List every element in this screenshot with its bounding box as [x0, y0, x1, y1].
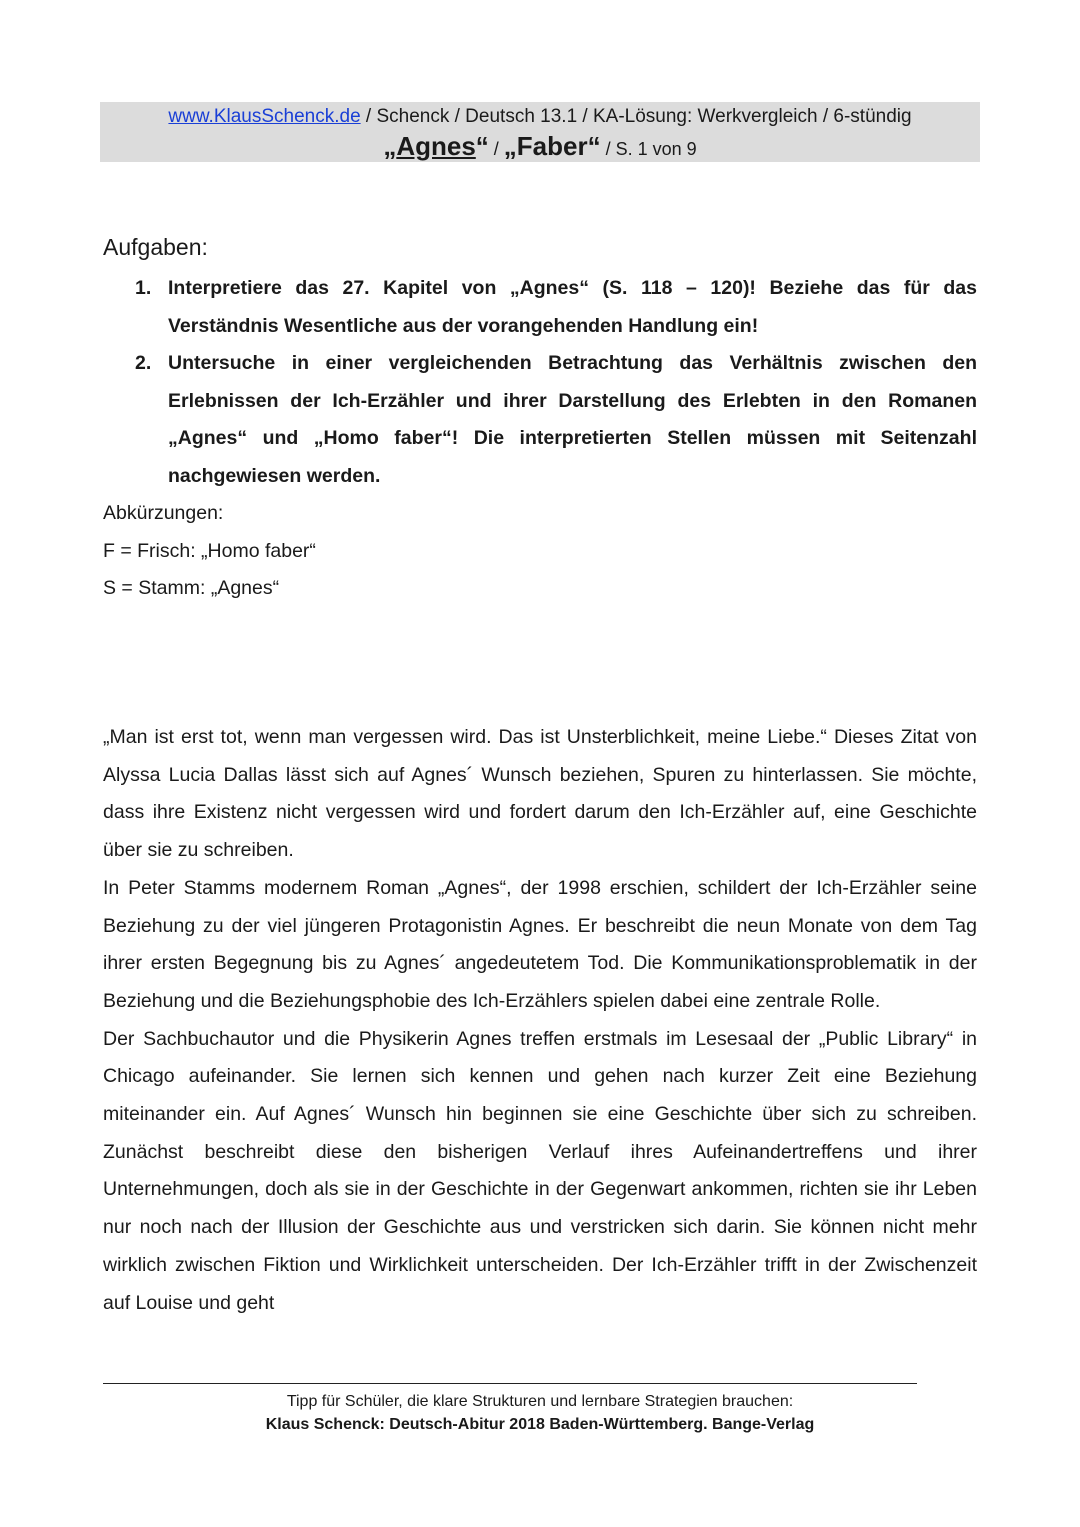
footer-tip: Tipp für Schüler, die klare Strukturen und lernbare Strategien brauchen: [286, 1393, 794, 1410]
footer-divider [103, 1383, 917, 1384]
essay-body [103, 719, 977, 1322]
task-list [103, 270, 977, 495]
title-faber: „Faber“ [503, 131, 601, 161]
title-agnes: Agnes [396, 131, 476, 161]
task-text: Interpretiere das 27. Kapitel von „Agnes“ (S. 118 – 120)! Beziehe das für das Verständnis Wesentliche aus der vorangehenden Handlung ein! [168, 277, 977, 337]
task-item-2 [103, 345, 977, 495]
header-meta-text: / Schenck / Deutsch 13.1 / KA-Lösung: Werkvergleich / 6-stündig [360, 106, 912, 127]
title-quote-close: “ [475, 131, 489, 161]
header-title-line [100, 130, 980, 165]
task-number: 1. [135, 277, 152, 299]
task-text: Untersuche in einer vergleichenden Betrachtung das Verhältnis zwischen den Erlebnissen der Ich-Erzähler und ihrer Darstellung des Erlebten in den Romanen „Agnes“ und „Homo faber“! Die interpretierten Stellen müssen mit Seitenzahl nachgewiesen werden. [168, 352, 977, 487]
title-separator: / [488, 139, 504, 159]
aufgaben-heading: Aufgaben: [103, 234, 208, 260]
page-info: / S. 1 von 9 [600, 139, 697, 159]
essay-paragraph: „Man ist erst tot, wenn man vergessen wird. Das ist Unsterblichkeit, meine Liebe.“ Dieses Zitat von Alyssa Lucia Dallas lässt sich auf Agnes´ Wunsch beziehen, Spuren zu hinterlassen. Sie möchte, dass ihre Existenz nicht vergessen wird und fordert darum den Ich-Erzähler auf, eine Geschichte über sie zu schreiben. [103, 726, 977, 862]
essay-paragraph: In Peter Stamms modernem Roman „Agnes“, der 1998 erschien, schildert der Ich-Erzähler seine Beziehung zu der viel jüngeren Protagonistin Agnes. Er beschreibt die neun Monate von dem Tag ihrer ersten Begegnung bis zu Agnes´ angedeutetem Tod. Die Kommunikationsproblematik in der Beziehung und die Beziehungsphobie des Ich-Erzählers spielen dabei eine zentrale Rolle. [103, 876, 977, 1012]
title-quote-open: „ [383, 131, 397, 161]
header-meta-line [100, 104, 980, 130]
abbreviations-block [103, 495, 316, 608]
essay-paragraph: Der Sachbuchautor und die Physikerin Agnes treffen erstmals im Lesesaal der „Public Library“ in Chicago aufeinander. Sie lernen sich kennen und gehen nach kurzer Zeit eine Beziehung miteinander ein. Auf Agnes´ Wunsch hin beginnen sie eine Geschichte über sich zu schreiben. Zunächst beschreibt diese den bisherigen Verlauf ihres Aufeinandertreffens und ihrer Unternehmungen, doch als sie in der Geschichte in der Gegenwart ankommen, richten sie ihr Leben nur noch nach der Illusion der Geschichte aus und verstricken sich darin. Sie können nicht mehr wirklich zwischen Fiktion und Wirklichkeit unterscheiden. Der Ich-Erzähler trifft in der Zwischenzeit auf Louise und geht [103, 1027, 977, 1314]
abbreviation-item: F = Frisch: „Homo faber“ [103, 539, 316, 562]
task-number: 2. [135, 352, 152, 374]
website-link[interactable]: www.KlausSchenck.de [168, 106, 361, 127]
abbreviation-item: S = Stamm: „Agnes“ [103, 577, 280, 599]
footer-book-reference: Klaus Schenck: Deutsch-Abitur 2018 Baden-Württemberg. Bange-Verlag [265, 1416, 815, 1433]
task-item-1 [103, 270, 977, 345]
abbreviations-heading: Abkürzungen: [103, 502, 224, 524]
page-header [100, 102, 980, 162]
